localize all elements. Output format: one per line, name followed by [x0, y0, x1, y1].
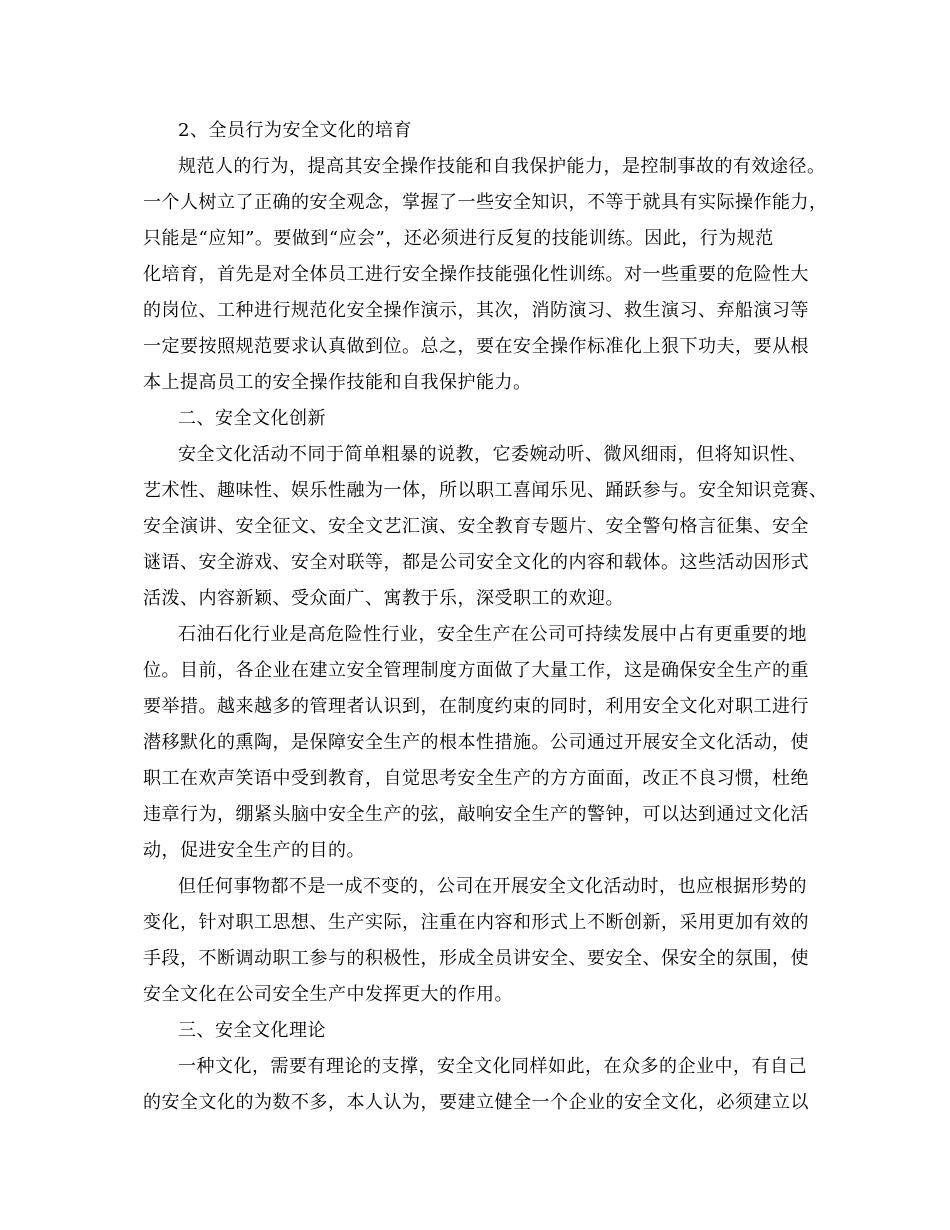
- text-line: 要举措。越来越多的管理者认识到，在制度约束的同时，利用安全文化对职工进行: [143, 696, 809, 717]
- text-line: 一种文化，需要有理论的支撑，安全文化同样如此，在众多的企业中，有自己: [178, 1056, 807, 1077]
- text-line: 安全文化活动不同于简单粗暴的说教，它委婉动听、微风细雨，但将知识性、: [178, 444, 807, 465]
- section-heading: 2、全员行为安全文化的培育: [178, 120, 412, 141]
- text-line: 活泼、内容新颖、受众面广、寓教于乐，深受职工的欢迎。: [143, 588, 624, 609]
- text-line: 位。目前，各企业在建立安全管理制度方面做了大量工作，这是确保安全生产的重: [143, 660, 809, 681]
- text-line: 的岗位、工种进行规范化安全操作演示，其次，消防演习、救生演习、弃船演习等: [143, 300, 809, 321]
- text-line: 本上提高员工的安全操作技能和自我保护能力。: [143, 372, 532, 393]
- text-line: 动，促进安全生产的目的。: [143, 840, 365, 861]
- text-line: 一个人树立了正确的安全观念，掌握了一些安全知识，不等于就具有实际操作能力，: [143, 192, 828, 213]
- text-line: 化培育，首先是对全体员工进行安全操作技能强化性训练。对一些重要的危险性大: [143, 264, 809, 285]
- text-line: 变化，针对职工思想、生产实际，注重在内容和形式上不断创新，采用更加有效的: [143, 912, 809, 933]
- text-line: 一定要按照规范要求认真做到位。总之，要在安全操作标准化上狠下功夫，要从根: [143, 336, 809, 357]
- text-line: 职工在欢声笑语中受到教育，自觉思考安全生产的方方面面，改正不良习惯，杜绝: [143, 768, 809, 789]
- text-line: 的安全文化的为数不多，本人认为，要建立健全一个企业的安全文化，必须建立以: [143, 1092, 809, 1113]
- text-line: 违章行为，绷紧头脑中安全生产的弦，敲响安全生产的警钟，可以达到通过文化活: [143, 804, 809, 825]
- text-line: 艺术性、趣味性、娱乐性融为一体，所以职工喜闻乐见、踊跃参与。安全知识竞赛、: [143, 480, 828, 501]
- section-heading: 二、安全文化创新: [178, 408, 326, 429]
- text-line: 安全演讲、安全征文、安全文艺汇演、安全教育专题片、安全警句格言征集、安全: [143, 516, 809, 537]
- text-line: 但任何事物都不是一成不变的，公司在开展安全文化活动时，也应根据形势的: [178, 876, 807, 897]
- text-line: 规范人的行为，提高其安全操作技能和自我保护能力，是控制事故的有效途径。: [178, 156, 826, 177]
- text-line: 手段，不断调动职工参与的积极性，形成全员讲安全、要安全、保安全的氛围，使: [143, 948, 809, 969]
- text-line: 潜移默化的熏陶，是保障安全生产的根本性措施。公司通过开展安全文化活动，使: [143, 732, 809, 753]
- text-line: 只能是“应知”。要做到“应会”，还必须进行反复的技能训练。因此，行为规范: [143, 228, 774, 249]
- text-line: 谜语、安全游戏、安全对联等，都是公司安全文化的内容和载体。这些活动因形式: [143, 552, 809, 573]
- text-line: 石油石化行业是高危险性行业，安全生产在公司可持续发展中占有更重要的地: [178, 624, 807, 645]
- section-heading: 三、安全文化理论: [178, 1020, 326, 1041]
- text-line: 安全文化在公司安全生产中发挥更大的作用。: [143, 984, 513, 1005]
